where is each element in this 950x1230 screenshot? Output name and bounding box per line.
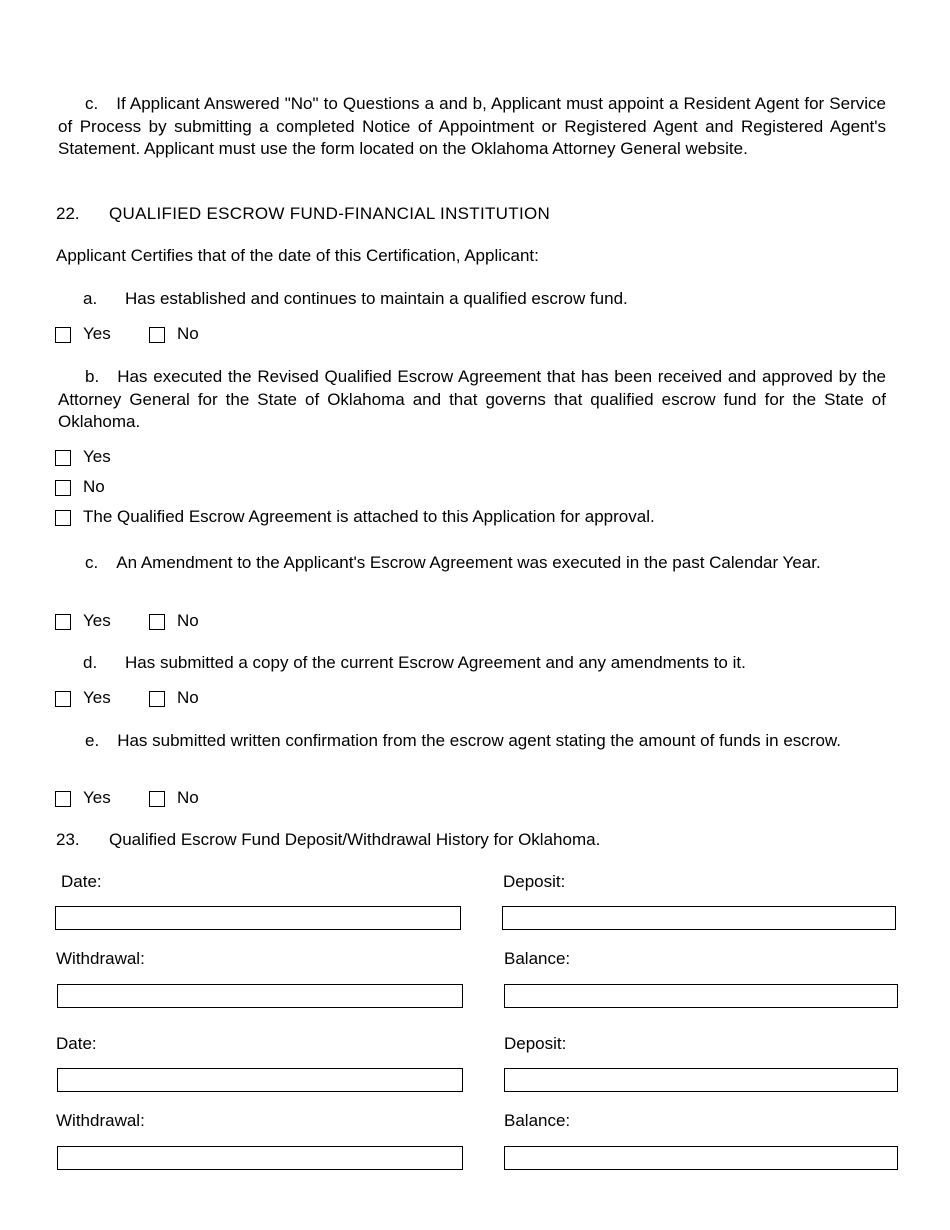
section-22-number: 22. [56,204,80,223]
question-e-text: Has submitted written confirmation from the escrow agent stating the amount of funds in escrow. [117,731,841,750]
question-e-yes-label: Yes [83,788,111,807]
withdrawal-field-2[interactable] [57,1146,463,1170]
deposit-field-1[interactable] [502,906,896,930]
withdrawal-label-2: Withdrawal: [56,1111,145,1130]
date-field-1[interactable] [55,906,461,930]
question-b-yes-checkbox[interactable] [55,450,71,466]
question-d-yes-checkbox[interactable] [55,691,71,707]
question-c-yes-label: Yes [83,611,111,630]
question-d-no-label: No [177,688,199,707]
deposit-label-2: Deposit: [504,1034,567,1053]
question-d-letter: d. [83,653,98,672]
question-c-text: An Amendment to the Applicant's Escrow Agreement was executed in the past Calendar Year. [116,553,821,572]
withdrawal-label-1: Withdrawal: [56,949,145,968]
question-e-paragraph [58,730,882,753]
date-field-2[interactable] [57,1068,463,1092]
question-d-yes-label: Yes [83,688,111,707]
question-b-yes-label: Yes [83,447,111,466]
section-23-number: 23. [56,830,80,849]
question-a-yes-checkbox[interactable] [55,327,71,343]
section-22-title: QUALIFIED ESCROW FUND-FINANCIAL INSTITUTION [109,204,551,223]
item-c-letter: c. [85,94,99,113]
question-d-no-checkbox[interactable] [149,691,165,707]
question-d-text: Has submitted a copy of the current Escrow Agreement and any amendments to it. [125,653,746,672]
balance-field-2[interactable] [504,1146,898,1170]
question-c-paragraph [58,552,882,575]
question-a-no-label: No [177,324,199,343]
date-label-2: Date: [56,1034,97,1053]
question-e-no-checkbox[interactable] [149,791,165,807]
question-c-no-label: No [177,611,199,630]
withdrawal-field-1[interactable] [57,984,463,1008]
item-c-resident-agent-paragraph [58,93,886,161]
question-e-letter: e. [85,731,100,750]
balance-field-1[interactable] [504,984,898,1008]
question-c-letter: c. [85,553,99,572]
question-b-text: Has executed the Revised Qualified Escrow Agreement that has been received and approved by the Attorney General for the State of Oklahoma and that governs that qualified escrow fund for the State of Oklahoma. [58,367,886,431]
question-b-no-checkbox[interactable] [55,480,71,496]
deposit-field-2[interactable] [504,1068,898,1092]
question-b-attached-checkbox[interactable] [55,510,71,526]
question-c-no-checkbox[interactable] [149,614,165,630]
balance-label-2: Balance: [504,1111,571,1130]
question-b-attached-label: The Qualified Escrow Agreement is attached to this Application for approval. [83,507,655,526]
deposit-label-1: Deposit: [503,872,566,891]
question-a-yes-label: Yes [83,324,111,343]
item-c-text: If Applicant Answered "No" to Questions a and b, Applicant must appoint a Resident Agent for Service of Process by submitting a completed Notice of Appointment or Registered Agent and Registered Agent's Statement. Applicant must use the form located on the Oklahoma Attorney General website. [58,94,886,158]
question-b-letter: b. [85,367,100,386]
question-e-no-label: No [177,788,199,807]
section-23-title: Qualified Escrow Fund Deposit/Withdrawal History for Oklahoma. [109,830,601,849]
question-a-letter: a. [83,289,98,308]
question-b-no-label: No [83,477,105,496]
question-e-yes-checkbox[interactable] [55,791,71,807]
question-b-paragraph [58,366,886,434]
section-22-certify-text: Applicant Certifies that of the date of this Certification, Applicant: [56,246,539,265]
date-label-1: Date: [61,872,102,891]
question-c-yes-checkbox[interactable] [55,614,71,630]
question-a-text: Has established and continues to maintain a qualified escrow fund. [125,289,628,308]
balance-label-1: Balance: [504,949,571,968]
question-a-no-checkbox[interactable] [149,327,165,343]
